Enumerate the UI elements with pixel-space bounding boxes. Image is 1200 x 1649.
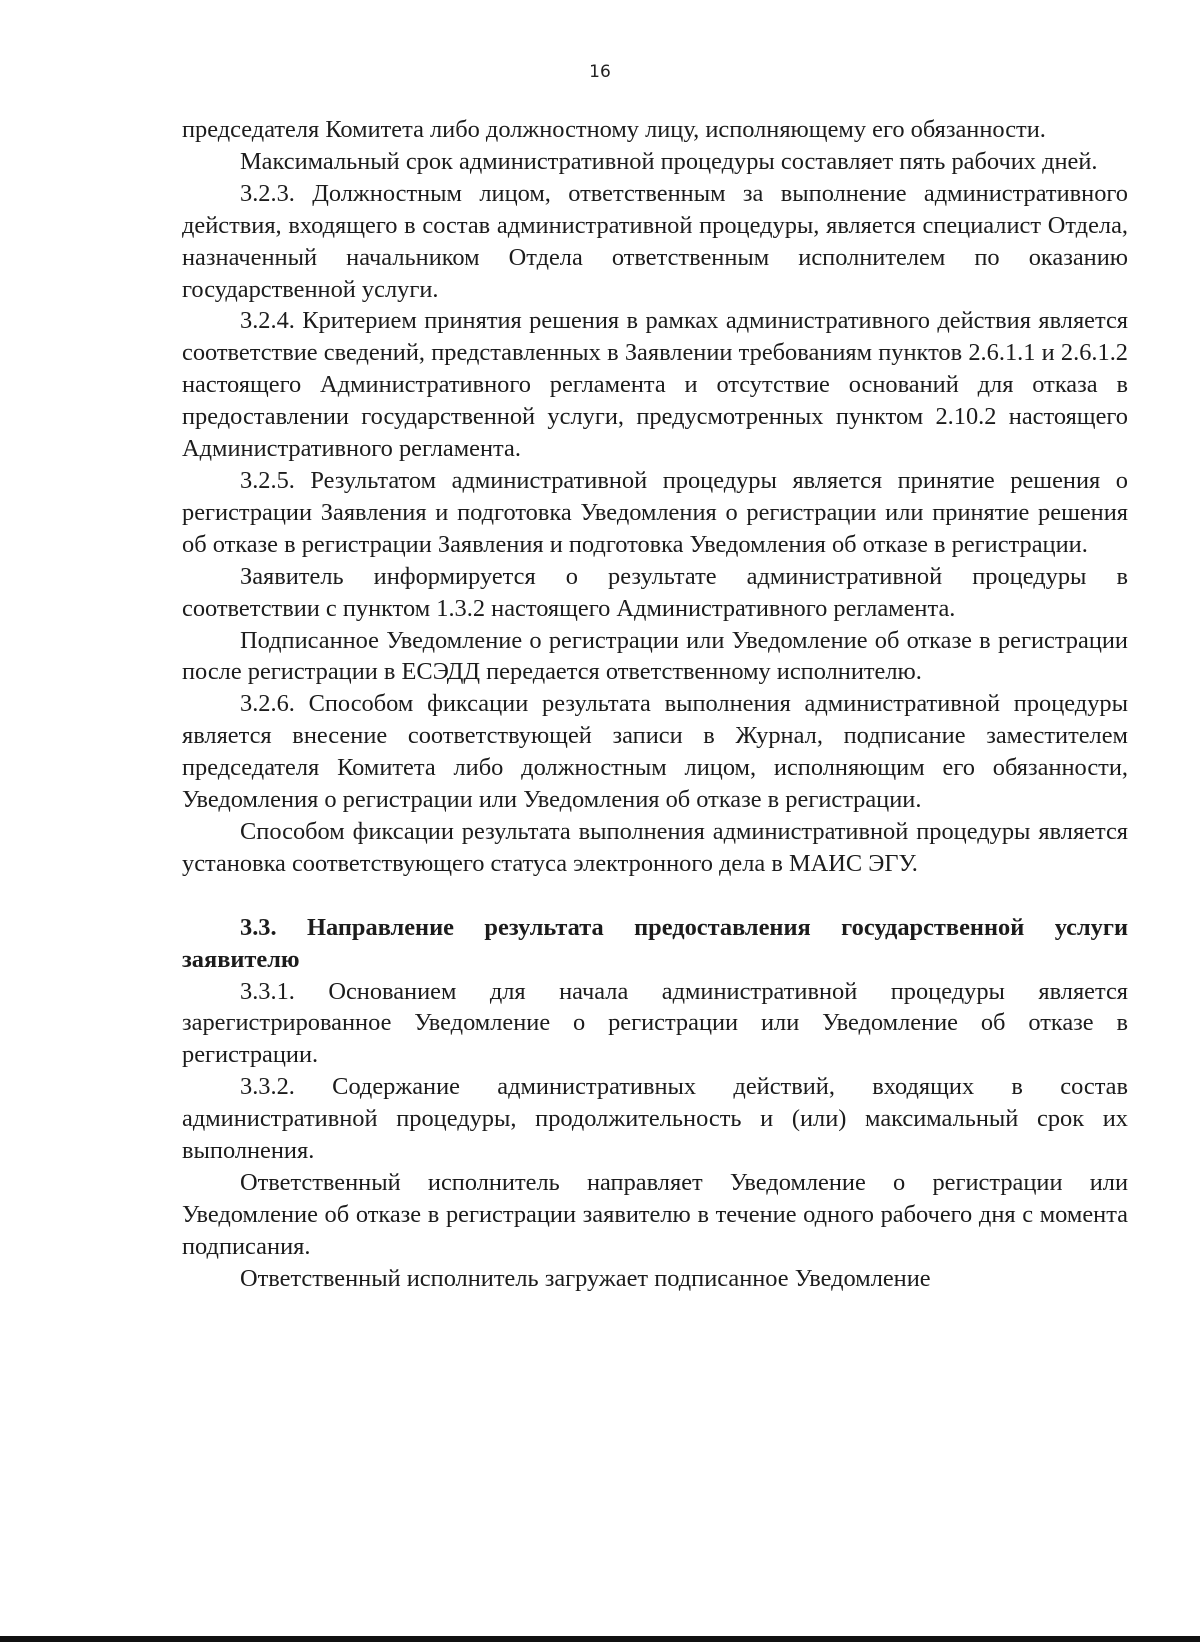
paragraph-3-2-4: 3.2.4. Критерием принятия решения в рамках административного действия является соответствие сведений, представленных в Заявлении требованиям пунктов 2.6.1.1 и 2.6.1.2 настоящего Административного регламента и отсутствие оснований для отказа в предоставлении государственной услуги, предусмотренных пунктом 2.10.2 настоящего Административного регламента. xyxy=(182,307,1128,463)
scan-bottom-edge xyxy=(0,1636,1200,1642)
document-body xyxy=(182,114,1128,1295)
paragraph-fixation-method: Способом фиксации результата выполнения административной процедуры является установка соответствующего статуса электронного дела в МАИС ЭГУ. xyxy=(182,817,1128,877)
paragraph-executor-uploads: Ответственный исполнитель загружает подписанное Уведомление xyxy=(240,1264,931,1292)
paragraph-3-3-1: 3.3.1. Основанием для начала административной процедуры является зарегистрированное Уведомление о регистрации или Уведомление об отказе в регистрации. xyxy=(182,977,1128,1069)
paragraph-applicant-informed: Заявитель информируется о результате административной процедуры в соответствии с пунктом 1.3.2 настоящего Административного регламента. xyxy=(182,562,1128,622)
paragraph-executor-sends: Ответственный исполнитель направляет Уведомление о регистрации или Уведомление об отказе в регистрации заявителю в течение одного рабочего дня с момента подписания. xyxy=(182,1169,1128,1260)
paragraph-3-2-6: 3.2.6. Способом фиксации результата выполнения административной процедуры является внесение соответствующей записи в Журнал, подписание заместителем председателя Комитета либо должностным лицом, исполняющим его обязанности, Уведомления о регистрации или Уведомления об отказе в регистрации. xyxy=(182,690,1128,814)
paragraph-continuation: председателя Комитета либо должностному лицу, исполняющему его обязанности. xyxy=(182,116,1046,143)
page-number: 16 xyxy=(589,62,611,82)
paragraph-3-2-5: 3.2.5. Результатом административной процедуры является принятие решения о регистрации Заявления и подготовка Уведомления о регистрации или принятие решения об отказе в регистрации Заявления и подготовка Уведомления об отказе в регистрации. xyxy=(182,466,1128,558)
paragraph-max-term: Максимальный срок административной процедуры составляет пять рабочих дней. xyxy=(240,147,1098,175)
paragraph-signed-notice: Подписанное Уведомление о регистрации или Уведомление об отказе в регистрации после регистрации в ЕСЭДД передается ответственному исполнителю. xyxy=(182,626,1128,686)
paragraph-3-2-3: 3.2.3. Должностным лицом, ответственным за выполнение административного действия, входящего в состав административной процедуры, является специалист Отдела, назначенный начальником Отдела ответственным исполнителем по оказанию государственной услуги. xyxy=(182,179,1128,303)
section-heading-3-3: 3.3. Направление результата предоставления государственной услуги заявителю xyxy=(182,913,1128,973)
paragraph-3-3-2: 3.3.2. Содержание административных действий, входящих в состав административной процедуры, продолжительность и (или) максимальный срок их выполнения. xyxy=(182,1073,1128,1165)
